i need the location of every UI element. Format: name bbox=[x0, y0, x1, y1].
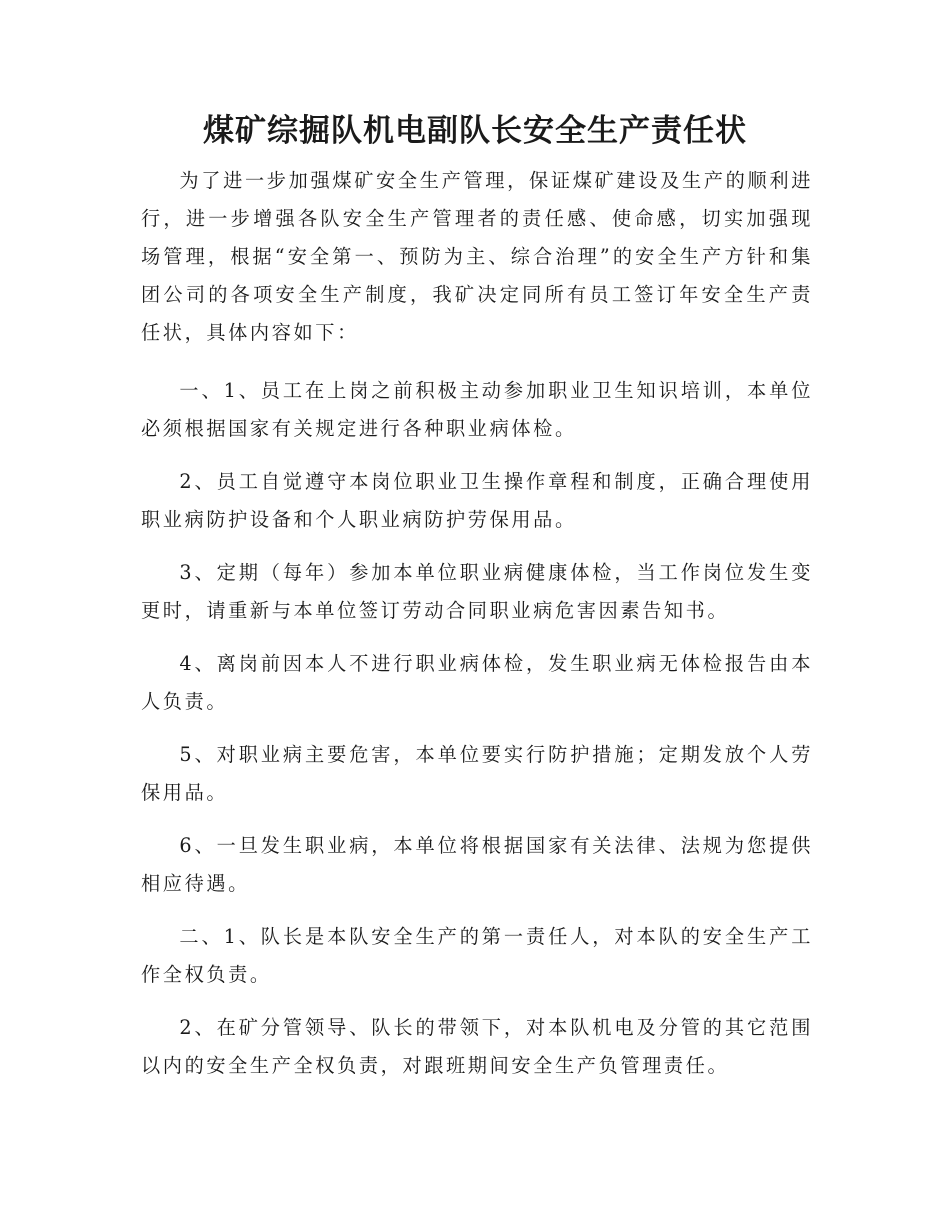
document-body bbox=[141, 162, 813, 1085]
section-1-item-1: 一、1、员工在上岗之前积极主动参加职业卫生知识培训，本单位必须根据国家有关规定进行各种职业病体检。 bbox=[141, 379, 813, 440]
section-1-item-4: 4、离岗前因本人不进行职业病体检，发生职业病无体检报告由本人负责。 bbox=[141, 652, 813, 713]
section-1-item-5: 5、对职业病主要危害，本单位要实行防护措施；定期发放个人劳保用品。 bbox=[141, 743, 813, 804]
section-2-item-1: 二、1、队长是本队安全生产的第一责任人，对本队的安全生产工作全权负责。 bbox=[141, 925, 813, 986]
document-title: 煤矿综掘队机电副队长安全生产责任状 bbox=[203, 113, 747, 149]
section-1-item-2: 2、员工自觉遵守本岗位职业卫生操作章程和制度，正确合理使用职业病防护设备和个人职业病防护劳保用品。 bbox=[141, 470, 813, 531]
section-2-item-2: 2、在矿分管领导、队长的带领下，对本队机电及分管的其它范围以内的安全生产全权负责，对跟班期间安全生产负管理责任。 bbox=[141, 1016, 813, 1077]
section-1-item-3: 3、定期（每年）参加本单位职业病健康体检，当工作岗位发生变更时，请重新与本单位签订劳动合同职业病危害因素告知书。 bbox=[141, 561, 813, 622]
intro-paragraph: 为了进一步加强煤矿安全生产管理，保证煤矿建设及生产的顺利进行，进一步增强各队安全生产管理者的责任感、使命感，切实加强现场管理，根据“安全第一、预防为主、综合治理”的安全生产方针和集团公司的各项安全生产制度，我矿决定同所有员工签订年安全生产责任状，具体内容如下： bbox=[141, 169, 813, 344]
section-1-item-6: 6、一旦发生职业病，本单位将根据国家有关法律、法规为您提供相应待遇。 bbox=[141, 834, 813, 895]
